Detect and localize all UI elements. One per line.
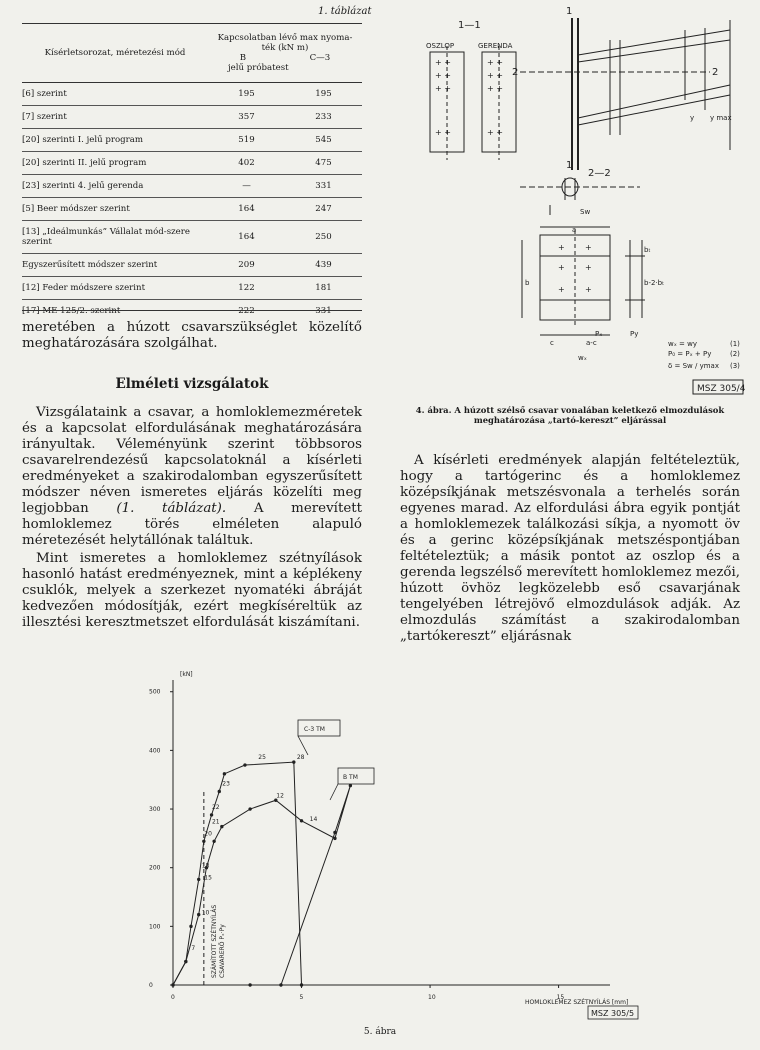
figure-4-caption: 4. ábra. A húzott szélső csavar vonalában keletkező elmozdulások meghatározása „tartó-kereszt” eljárással <box>415 405 725 425</box>
data-point <box>221 825 223 827</box>
dim-b2bt: b-2·bₜ <box>644 279 665 287</box>
section-2-2-label: 2—2 <box>588 168 611 179</box>
data-point <box>300 984 302 986</box>
x-tick-label: 15 <box>556 994 565 1001</box>
legend-c3: C-3 TM <box>304 726 325 733</box>
point-label: 28 <box>296 754 305 762</box>
point-label: 15 <box>204 874 212 882</box>
gerenda-label: GERENDA <box>478 42 513 50</box>
row-label: [5] Beer módszer szerint <box>22 197 208 220</box>
svg-text:+ +: + + <box>487 58 503 67</box>
section-1-1-label: 1—1 <box>458 20 481 31</box>
point-label: 25 <box>258 754 266 762</box>
dim-bt: bₜ <box>644 246 651 254</box>
svg-text:+ +: + + <box>487 71 503 80</box>
data-point <box>185 960 187 962</box>
x-tick-label: 0 <box>171 994 175 1001</box>
data-point <box>213 840 215 842</box>
value-b: — <box>208 174 285 197</box>
figure-4-drawing <box>400 0 755 402</box>
col-header-group-title: Kapcsolatban lévő max nyoma-ték (kN m) <box>217 32 353 53</box>
data-point <box>172 984 174 986</box>
value-c3: 439 <box>285 253 362 276</box>
data-point <box>334 837 336 839</box>
data-point <box>210 814 212 816</box>
x-tick-label: 5 <box>299 994 304 1001</box>
svg-text:+: + <box>558 263 565 272</box>
value-b: 164 <box>208 220 285 253</box>
value-c3: 250 <box>285 220 362 253</box>
point-label: 21 <box>211 818 220 826</box>
row-label: [20] szerinti II. jelű program <box>22 151 208 174</box>
data-point <box>203 840 205 842</box>
formula-1: wₓ = wy <box>668 340 698 348</box>
point-label: 14 <box>309 815 318 823</box>
dim-ac: a-c <box>586 339 597 347</box>
col-header-sub: jelű próbatest <box>228 62 289 73</box>
figure-5-caption: 5. ábra <box>363 1027 397 1037</box>
row-label: Egyszerűsített módszer szerint <box>22 253 208 276</box>
label-sw: Sw <box>580 208 591 216</box>
y-tick-label: 500 <box>149 688 161 696</box>
data-point <box>300 820 302 822</box>
data-point <box>249 984 251 986</box>
figure-5-chart <box>130 660 690 1025</box>
data-point <box>293 761 295 763</box>
value-c3: 545 <box>285 128 362 151</box>
row-label: [20] szerinti I. jelű program <box>22 128 208 151</box>
legend-b: B TM <box>343 774 358 781</box>
value-c3: 195 <box>285 82 362 105</box>
col-header-c3: C—3 <box>309 52 331 63</box>
label-px: Pₓ <box>595 330 603 338</box>
data-point <box>349 784 351 786</box>
table-row <box>22 128 362 151</box>
paragraph-1 <box>22 405 362 549</box>
row-label: [12] Feder módszere szerint <box>22 276 208 299</box>
value-c3: 475 <box>285 151 362 174</box>
value-b: 195 <box>208 82 285 105</box>
table-row <box>22 151 362 174</box>
row-label: [17] ME 125/2. szerint <box>22 299 208 322</box>
fig4-stamp: MSZ 305/4 <box>697 384 746 394</box>
paragraph-1-text-a: Vizsgálataink a csavar, a homloklemezméretek és a kapcsolat elfordulásának meghatározására irányultak. Véleményünk szerint többsoros csavarelrendezésű kapcsolatoknál a kísérleti eredményeket a szakirodalomban egyszerűsített módszer néven ismeretes eljárás közelíti meg legjobban <box>22 405 362 516</box>
dim-ymax: y max <box>710 114 732 122</box>
data-point <box>275 799 277 801</box>
data-point <box>198 878 200 880</box>
svg-text:+ +: + + <box>487 84 503 93</box>
point-label: 18 <box>201 862 210 870</box>
point-label: 12 <box>276 792 284 800</box>
data-point <box>198 913 200 915</box>
value-c3: 181 <box>285 276 362 299</box>
comparison-table <box>22 24 362 322</box>
value-c3: 331 <box>285 299 362 322</box>
y-tick-label: 0 <box>149 982 153 989</box>
vertical-label-2: CSAVARERŐ Pₓ·Py <box>219 924 226 978</box>
mark-1-top: 1 <box>566 6 573 17</box>
vertical-label-1: SZÁMÍTOTT SZÉTNYÍLÁS <box>211 904 218 978</box>
y-tick-label: 200 <box>149 864 161 872</box>
formula-2: P₀ = Pₓ + Py <box>668 350 712 358</box>
mark-2-right: 2 <box>712 67 719 78</box>
col-header-group <box>208 24 362 82</box>
label-wx: wₓ <box>578 354 587 362</box>
value-c3: 331 <box>285 174 362 197</box>
row-label: [13] „Ideálmunkás” Vállalat mód-szere szerint <box>22 220 208 253</box>
text-continuation: meretében a húzott csavarszükséglet közelítő meghatározására szolgálhat. <box>22 320 362 351</box>
y-tick-label: 400 <box>149 747 161 755</box>
value-c3: 233 <box>285 105 362 128</box>
svg-text:+ +: + + <box>435 71 451 80</box>
svg-text:+ +: + + <box>435 128 451 137</box>
series-line-b <box>173 786 350 985</box>
data-point <box>190 925 192 927</box>
value-b: 519 <box>208 128 285 151</box>
row-label: [6] szerint <box>22 82 208 105</box>
eq-number-3: (3) <box>730 362 740 370</box>
data-point <box>244 764 246 766</box>
svg-text:+ +: + + <box>435 58 451 67</box>
data-point <box>249 808 251 810</box>
data-point <box>223 773 225 775</box>
mark-1-bottom: 1 <box>566 160 573 171</box>
dim-c: c <box>550 339 554 347</box>
table-bottom-rule <box>22 310 362 311</box>
value-b: 122 <box>208 276 285 299</box>
svg-text:+: + <box>558 285 565 294</box>
value-b: 222 <box>208 299 285 322</box>
data-point <box>334 831 336 833</box>
paragraph-2: Mint ismeretes a homloklemez szétnyílások hasonló hatást eredményeznek, mint a képlékeny csuklók, melyek a szerkezet nyomatéki ábráját kedvezően módosítják, ezért megkíséreltük az illesztési keresztmetszet elfordulását kiszámítani. <box>22 551 362 630</box>
value-b: 357 <box>208 105 285 128</box>
row-label: [23] szerinti 4. jelű gerenda <box>22 174 208 197</box>
value-b: 164 <box>208 197 285 220</box>
svg-text:+ +: + + <box>487 128 503 137</box>
eq-number-1: (1) <box>730 340 740 348</box>
data-point <box>280 984 282 986</box>
col-header-method: Kísérletsorozat, méretezési mód <box>22 24 208 82</box>
table-row <box>22 197 362 220</box>
point-label: 7 <box>191 944 196 952</box>
svg-text:+ +: + + <box>435 84 451 93</box>
svg-text:+: + <box>558 243 565 252</box>
x-axis-label: HOMLOKLEMEZ SZÉTNYÍLÁS [mm] <box>525 999 629 1006</box>
table-row <box>22 174 362 197</box>
col-header-b: B <box>239 52 247 63</box>
svg-text:+: + <box>585 243 592 252</box>
value-c3: 247 <box>285 197 362 220</box>
mark-2-left: 2 <box>512 67 519 78</box>
y-axis-unit: [kN] <box>180 671 193 678</box>
dim-b: b <box>525 279 530 287</box>
table-reference: (1. táblázat). <box>116 501 227 516</box>
dim-a: a <box>572 226 577 234</box>
point-label: 23 <box>222 780 230 788</box>
table-row <box>22 276 362 299</box>
section-heading: Elméleti vizsgálatok <box>115 376 269 392</box>
dim-y: y <box>690 114 695 122</box>
table-row <box>22 253 362 276</box>
value-b: 209 <box>208 253 285 276</box>
row-label: [7] szerint <box>22 105 208 128</box>
point-label: 22 <box>211 804 220 812</box>
y-tick-label: 100 <box>149 923 161 931</box>
fig5-stamp: MSZ 305/5 <box>591 1009 635 1018</box>
point-label: 20 <box>204 830 212 838</box>
y-tick-label: 300 <box>149 806 161 814</box>
table-caption: 1. táblázat <box>318 6 372 17</box>
value-b: 402 <box>208 151 285 174</box>
eq-number-2: (2) <box>730 350 740 358</box>
oszlop-label: OSZLOP <box>426 42 455 50</box>
label-py: Py <box>630 330 639 338</box>
data-point <box>218 790 220 792</box>
formula-3: δ = Sw / ymax <box>668 362 719 370</box>
table-row <box>22 82 362 105</box>
point-label: 10 <box>201 909 210 917</box>
table-row <box>22 220 362 253</box>
x-tick-label: 10 <box>428 994 436 1001</box>
table-row <box>22 105 362 128</box>
svg-text:+: + <box>585 263 592 272</box>
paragraph-3: A kísérleti eredmények alapján feltételeztük, hogy a tartógerinc és a homloklemez középsíkjának metszésvonala a terhelés során egyenes marad. Az elfordulási ábra egyik pontját a homloklemezek találkozási síkja, a nyomott öv és a gerinc középsíkjának metszéspontjában feltételeztük; a másik pontot az oszlop és a gerenda legszélső merevített homloklemez mezői, húzott övhöz legközelebb eső csavarjának tengelyében létrejövő elmozdulások adják. Az elmozdulás számítást a szakirodalomban „tartókereszt” eljárásnak <box>400 453 740 644</box>
svg-text:+: + <box>585 285 592 294</box>
paragraph-1-text-b: A merevített homloklemez törés elméleten alapuló méretezését helytállónak találtuk. <box>22 501 363 548</box>
